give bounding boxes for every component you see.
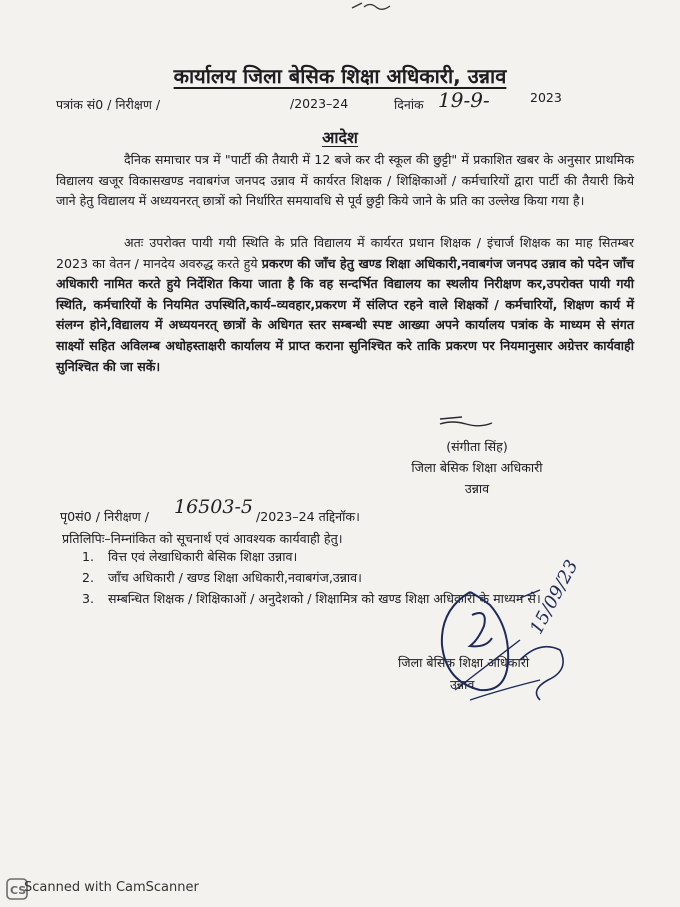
endorsement-place: उन्नाव bbox=[450, 677, 475, 692]
handwritten-date: 19-9- bbox=[438, 88, 490, 112]
endorsement-prefix: पृ0सं0 / निरीक्षण / bbox=[60, 509, 149, 524]
order-paragraph-1: दैनिक समाचार पत्र में "पार्टी की तैयारी में 12 बजे कर दी स्कूल की छुट्टी" में प्रकाशित खबर के अनुसार प्राथमिक विद्यालय खजूर विकासखण्ड नवाबगंज जनपद उन्नाव में कार्यरत शिक्षक / शिक्षिकाओं / कर्मचारियों द्वारा पार्टी की तैयारी किये जाने हेतु विद्यालय में अध्ययनरत् छात्रों को निर्धारित समयावधि से पूर्व छुट्टी किये जाने के प्रति का उल्लेख किया गया है। bbox=[56, 152, 634, 209]
letter-session: /2023–24 bbox=[290, 96, 349, 111]
svg-text:CS: CS bbox=[10, 884, 27, 897]
date-year: 2023 bbox=[530, 90, 562, 105]
date-label: दिनांक bbox=[394, 97, 424, 112]
order-paragraph-2-text: अतः उपरोक्त पायी गयी स्थिति के प्रति विद्यालय में कार्यरत प्रधान शिक्षक / इंचार्ज शिक्षक का माह सितम्बर 2023 का वेतन / मानदेय अवरुद्ध करते हुये bbox=[56, 235, 634, 271]
handwritten-sign-date: 15/09/23 bbox=[526, 556, 583, 638]
order-heading: आदेश bbox=[322, 128, 358, 147]
handwritten-endorsement-number: 16503-5 bbox=[174, 496, 253, 518]
letter-number-label: पत्रांक सं0 / निरीक्षण / bbox=[56, 97, 161, 112]
list-item: 3. सम्बन्धित शिक्षक / शिक्षिकाओं / अनुदेशको / शिक्षामित्र को खण्ड शिक्षा अधिकारी के माध्यम से। bbox=[82, 591, 541, 606]
list-item: 1. वित्त एवं लेखाधिकारी बेसिक शिक्षा उन्नाव। bbox=[82, 549, 298, 564]
officer-designation: जिला बेसिक शिक्षा अधिकारी bbox=[411, 460, 543, 475]
officer-name: (संगीता सिंह) bbox=[446, 439, 508, 454]
order-paragraph-2-directive: प्रकरण की जाँच हेतु खण्ड शिक्षा अधिकारी,नवाबगंज जनपद उन्नाव को पदेन जाँच अधिकारी नामित करते हुये निर्देशित किया जाता है कि वह सन्दर्भित विद्यालय का स्थलीय निरीक्षण कर,उपरोक्त पायी गयी स्थिति, कर्मचारियों के नियमित उपस्थिति,कार्य–व्यवहार,प्रकरण में संलिप्त रहने वाले शिक्षकों / कर्मचारियों, शिक्षण कार्य में संलग्न होने,विद्यालय में अध्ययनरत् छात्रों के अधिगत स्तर सम्बन्धी स्पष्ट आख्या अपने कार्यालय पत्रांक के माध्यम से संगत साक्ष्यों सहित अविलम्ब अधोहस्ताक्षरी कार्यालय में प्राप्त कराना सुनिश्चित करे ताकि प्रकरण पर नियमानुसार अग्रेत्तर कार्यवाही सुनिश्चित की जा सकें। bbox=[56, 255, 634, 374]
scanner-watermark: Scanned with CamScanner bbox=[24, 880, 199, 895]
office-title: कार्यालय जिला बेसिक शिक्षा अधिकारी, उन्नाव bbox=[173, 64, 507, 88]
officer-place: उन्नाव bbox=[464, 481, 490, 496]
list-item: 2. जाँच अधिकारी / खण्ड शिक्षा अधिकारी,नवाबगंज,उन्नाव। bbox=[82, 570, 362, 585]
endorsement-suffix: /2023–24 तद्दिनॉक। bbox=[256, 509, 360, 524]
copy-intro: प्रतिलिपिः–निम्नांकित को सूचनार्थ एवं आवश्यक कार्यवाही हेतु। bbox=[62, 531, 343, 546]
endorsement-designation: जिला बेसिक शिक्षा अधिकारी bbox=[398, 655, 530, 670]
